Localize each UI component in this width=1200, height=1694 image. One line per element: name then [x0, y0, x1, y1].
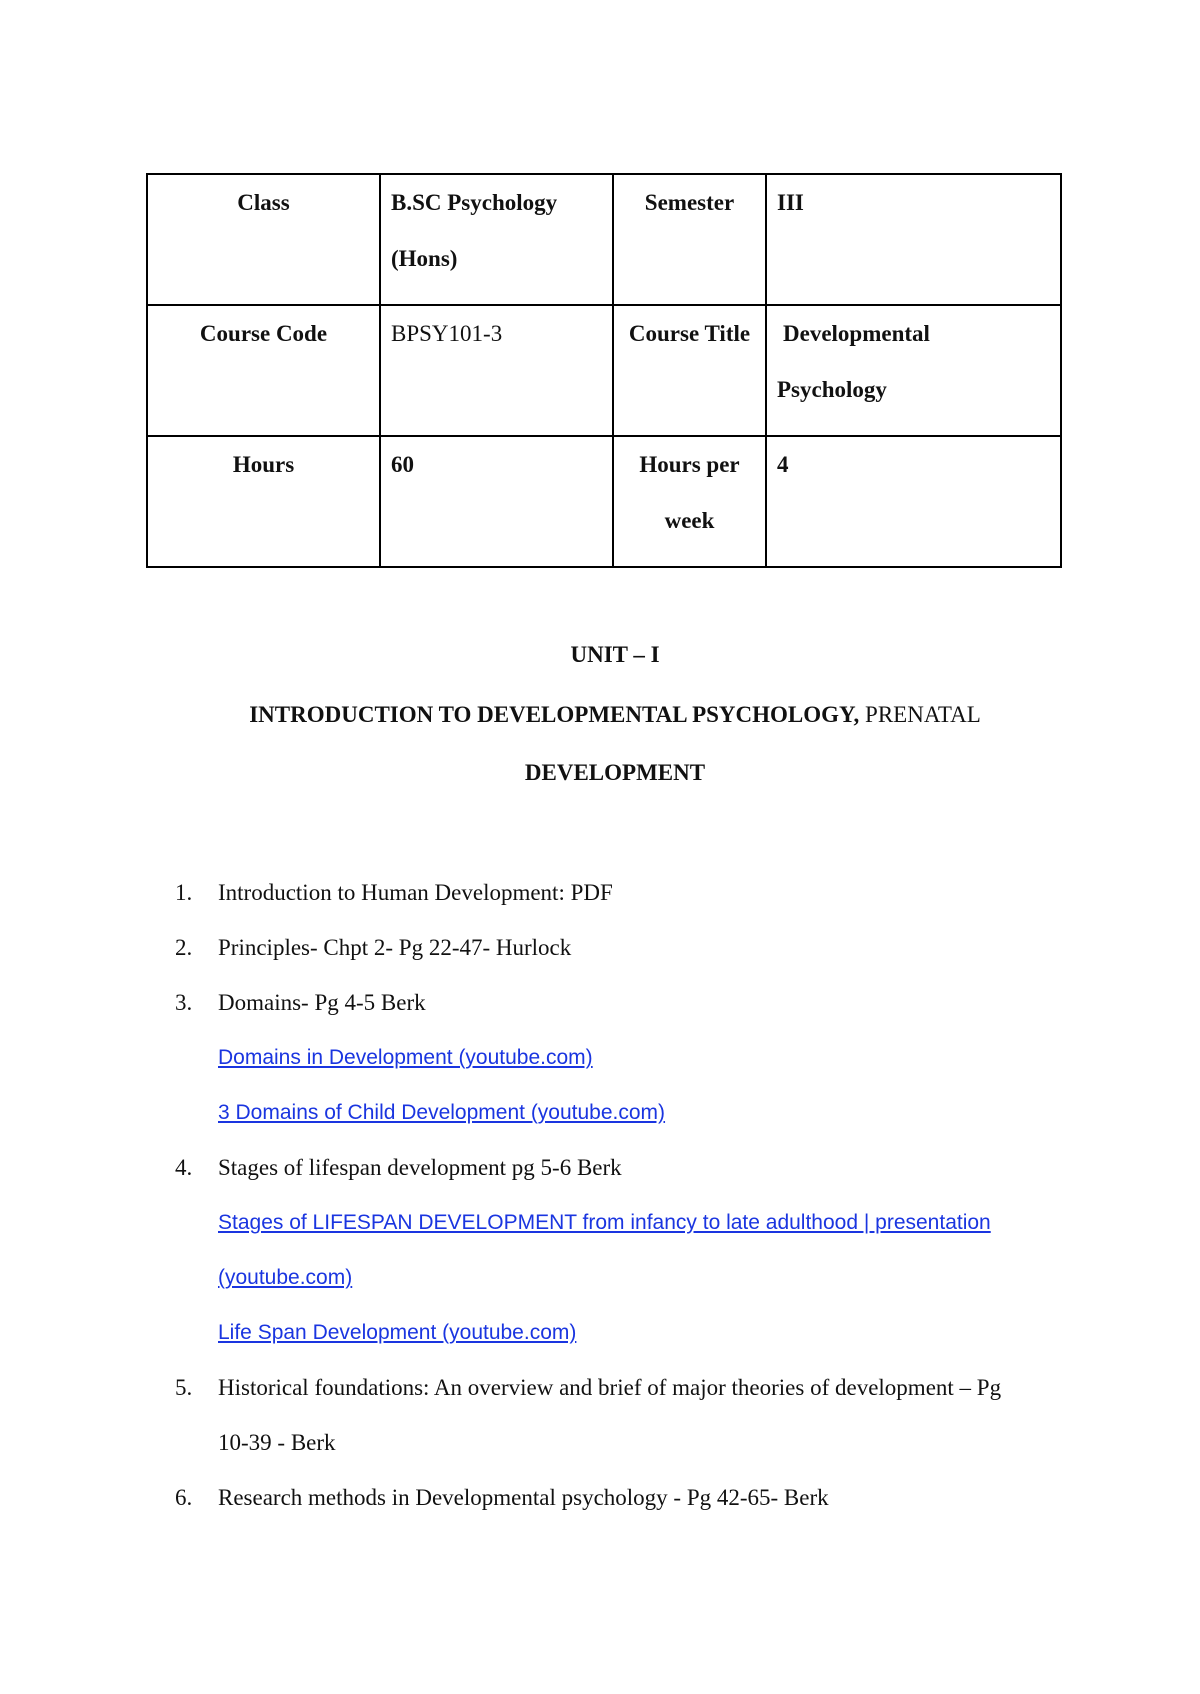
course-code-value-cell — [380, 305, 613, 436]
hours-per-week-label-cell — [613, 436, 766, 567]
item-number: 3. — [175, 990, 193, 1015]
link-row — [175, 1085, 1075, 1140]
course-code-value: BPSY101-3 — [391, 321, 503, 346]
course-title-value-line2: Psychology — [777, 377, 887, 402]
course-title-label-cell — [613, 305, 766, 436]
class-label-cell — [147, 174, 380, 305]
three-domains-link[interactable]: 3 Domains of Child Development (youtube.com) — [218, 1101, 666, 1124]
link-row — [175, 1195, 1075, 1250]
unit-heading: UNIT – I — [570, 642, 660, 667]
item-number: 2. — [175, 935, 193, 960]
life-span-development-link[interactable]: Life Span Development (youtube.com) — [218, 1321, 577, 1344]
hours-per-week-value-cell — [766, 436, 1061, 567]
class-value-line1: B.SC Psychology — [391, 190, 558, 215]
item-text-line2: 10-39 - Berk — [218, 1430, 336, 1455]
list-item — [175, 1140, 1075, 1195]
item-number: 5. — [175, 1375, 193, 1400]
course-title-label: Course Title — [628, 321, 751, 346]
list-item-continuation — [175, 1415, 1075, 1470]
hours-label-cell — [147, 436, 380, 567]
item-text: Stages of lifespan development pg 5-6 Berk — [218, 1155, 622, 1180]
semester-value-cell — [766, 174, 1061, 305]
hours-label: Hours — [232, 452, 295, 477]
list-item — [175, 975, 1075, 1030]
hours-per-week-label-line2: week — [664, 508, 715, 533]
hours-per-week-value: 4 — [777, 452, 789, 477]
link-row — [175, 1030, 1075, 1085]
semester-label-cell — [613, 174, 766, 305]
semester-value: III — [777, 190, 804, 215]
link-row — [175, 1305, 1075, 1360]
semester-label: Semester — [644, 190, 735, 215]
course-info-table — [146, 173, 1062, 568]
unit-title-bold: INTRODUCTION TO DEVELOPMENTAL PSYCHOLOGY, — [249, 702, 860, 727]
list-item — [175, 1470, 1075, 1525]
table-row — [147, 174, 1061, 305]
course-title-value-line1: Developmental — [783, 321, 930, 346]
unit-title-normal: PRENATAL — [859, 702, 981, 727]
topic-list — [175, 865, 1075, 1525]
item-text: Principles- Chpt 2- Pg 22-47- Hurlock — [218, 935, 572, 960]
course-code-label: Course Code — [199, 321, 328, 346]
unit-title-line1 — [0, 702, 1200, 728]
list-item — [175, 1360, 1075, 1415]
item-text: Domains- Pg 4-5 Berk — [218, 990, 426, 1015]
course-title-value-cell — [766, 305, 1061, 436]
lifespan-stages-link-continued[interactable]: (youtube.com) — [218, 1266, 353, 1289]
class-value-cell — [380, 174, 613, 305]
domains-in-development-link[interactable]: Domains in Development (youtube.com) — [218, 1046, 593, 1069]
item-number: 1. — [175, 880, 193, 905]
hours-value-cell — [380, 436, 613, 567]
item-text: Research methods in Developmental psychology - Pg 42-65- Berk — [218, 1485, 829, 1510]
class-label: Class — [237, 190, 290, 215]
item-number: 6. — [175, 1485, 193, 1510]
table-row — [147, 305, 1061, 436]
list-item — [175, 920, 1075, 975]
item-text: Introduction to Human Development: PDF — [218, 880, 613, 905]
table-row — [147, 436, 1061, 567]
class-value-line2: (Hons) — [391, 246, 458, 271]
link-row — [175, 1250, 1075, 1305]
hours-value: 60 — [391, 452, 414, 477]
course-code-label-cell — [147, 305, 380, 436]
hours-per-week-label-line1: Hours per — [639, 452, 740, 477]
lifespan-stages-link[interactable]: Stages of LIFESPAN DEVELOPMENT from infancy to late adulthood | presentation — [218, 1211, 991, 1234]
item-text: Historical foundations: An overview and brief of major theories of development – Pg — [218, 1375, 1002, 1400]
item-number: 4. — [175, 1155, 193, 1180]
unit-title-line2: DEVELOPMENT — [524, 760, 706, 785]
list-item — [175, 865, 1075, 920]
